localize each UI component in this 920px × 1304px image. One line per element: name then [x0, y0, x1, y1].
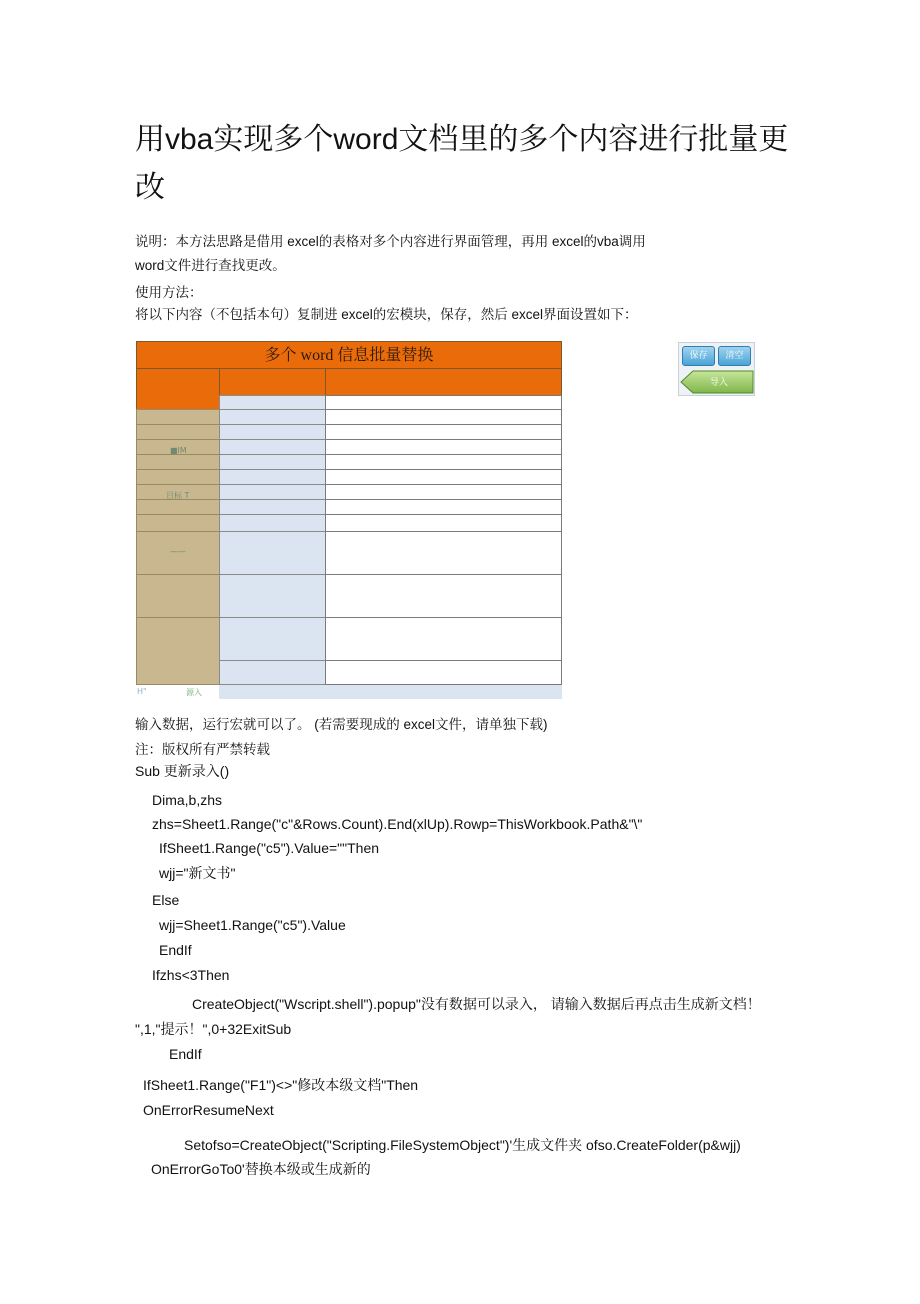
sheet-input-cell	[219, 617, 326, 661]
sheet-label-cell	[136, 617, 220, 685]
sheet-value-cell	[325, 454, 562, 470]
sheet-input-cell	[219, 454, 326, 470]
code-line: IfSheet1.Range("c5").Value=""Then	[159, 840, 380, 856]
sheet-side-label: ■lM	[170, 446, 187, 455]
sheet-value-cell	[325, 395, 562, 410]
sheet-footer-mid: 源入	[186, 688, 202, 697]
sheet-label-cell	[136, 409, 220, 425]
sheet-input-cell	[219, 395, 326, 410]
code-line: Ifzhs<3Then	[152, 967, 230, 983]
sheet-label-cell	[136, 574, 220, 618]
sheet-value-cell	[325, 484, 562, 500]
sheet-label-cell	[136, 469, 220, 485]
import-button[interactable]	[680, 370, 754, 394]
sheet-value-cell	[325, 469, 562, 485]
code-line: Sub 更新录入()	[135, 763, 230, 779]
code-line: EndIf	[159, 942, 192, 958]
sheet-label-cell	[136, 514, 220, 532]
sheet-orange-cell	[325, 368, 562, 396]
sheet-bottom-strip	[219, 685, 562, 699]
sheet-input-cell	[219, 499, 326, 515]
after-line-2: 注：版权所有严禁转载	[135, 742, 270, 757]
sheet-value-cell	[325, 424, 562, 440]
sheet-side-label: 目标 T	[166, 491, 190, 500]
import-button-label: 导入	[710, 378, 729, 388]
sheet-value-cell	[325, 514, 562, 532]
intro-line-3: 使用方法：	[135, 285, 203, 300]
save-button[interactable]: 保存	[682, 346, 715, 366]
sheet-value-cell	[325, 574, 562, 618]
sheet-value-cell	[325, 409, 562, 425]
sheet-value-cell	[325, 439, 562, 455]
sheet-footer-left: H"	[137, 687, 147, 696]
sheet-input-cell	[219, 469, 326, 485]
sheet-label-cell	[136, 424, 220, 440]
sheet-value-cell	[325, 531, 562, 575]
sheet-value-cell	[325, 617, 562, 661]
code-line: wjj="新文书"	[159, 865, 236, 881]
code-line: OnErrorGoTo0'替换本级或生成新的	[151, 1161, 371, 1177]
intro-line-2: word文件进行查找更改。	[135, 258, 286, 273]
document-title: 用vba实现多个word文档里的多个内容进行批量更改	[135, 123, 789, 204]
sheet-value-cell	[325, 499, 562, 515]
sheet-header: 多个 word 信息批量替换	[136, 341, 562, 369]
code-line: ",1,"提示！",0+32ExitSub	[135, 1021, 292, 1037]
code-line: wjj=Sheet1.Range("c5").Value	[159, 917, 346, 933]
code-line: Else	[152, 892, 180, 908]
excel-sheet-image	[136, 341, 562, 699]
sheet-input-cell	[219, 514, 326, 532]
intro-line-1: 说明：本方法思路是借用 excel的表格对多个内容进行界面管理，再用 excel的vba调用	[135, 234, 646, 249]
code-line: EndIf	[169, 1046, 202, 1062]
code-line: zhs=Sheet1.Range("c"&Rows.Count).End(xlUp).Rowp=ThisWorkbook.Path&"\"	[152, 816, 643, 832]
after-line-1: 输入数据，运行宏就可以了。 (若需要现成的 excel文件，请单独下载)	[135, 717, 548, 732]
sheet-input-cell	[219, 660, 326, 685]
intro-line-4: 将以下内容（不包括本句）复制进 excel的宏模块，保存，然后 excel界面设置如下：	[135, 307, 638, 322]
sheet-input-cell	[219, 531, 326, 575]
sheet-label-cell	[136, 454, 220, 470]
sheet-input-cell	[219, 409, 326, 425]
clear-button[interactable]: 清空	[718, 346, 751, 366]
sheet-label-cell	[136, 499, 220, 515]
sheet-input-cell	[219, 574, 326, 618]
code-line: Dima,b,zhs	[152, 792, 223, 808]
sheet-orange-cell	[219, 368, 326, 396]
sheet-side-label: ——	[170, 547, 186, 556]
sheet-orange-cell	[136, 368, 220, 410]
sheet-input-cell	[219, 424, 326, 440]
code-line: Setofso=CreateObject("Scripting.FileSystemObject")'生成文件夹 ofso.CreateFolder(p&wjj)	[184, 1137, 741, 1153]
macro-buttons-image	[678, 342, 755, 396]
code-line: IfSheet1.Range("F1")<>"修改本级文档"Then	[143, 1077, 419, 1093]
code-line: CreateObject("Wscript.shell").popup"没有数据可以录入， 请输入数据后再点击生成新文档！	[192, 996, 761, 1012]
sheet-value-cell	[325, 660, 562, 685]
code-line: OnErrorResumeNext	[143, 1102, 274, 1118]
sheet-input-cell	[219, 484, 326, 500]
sheet-input-cell	[219, 439, 326, 455]
